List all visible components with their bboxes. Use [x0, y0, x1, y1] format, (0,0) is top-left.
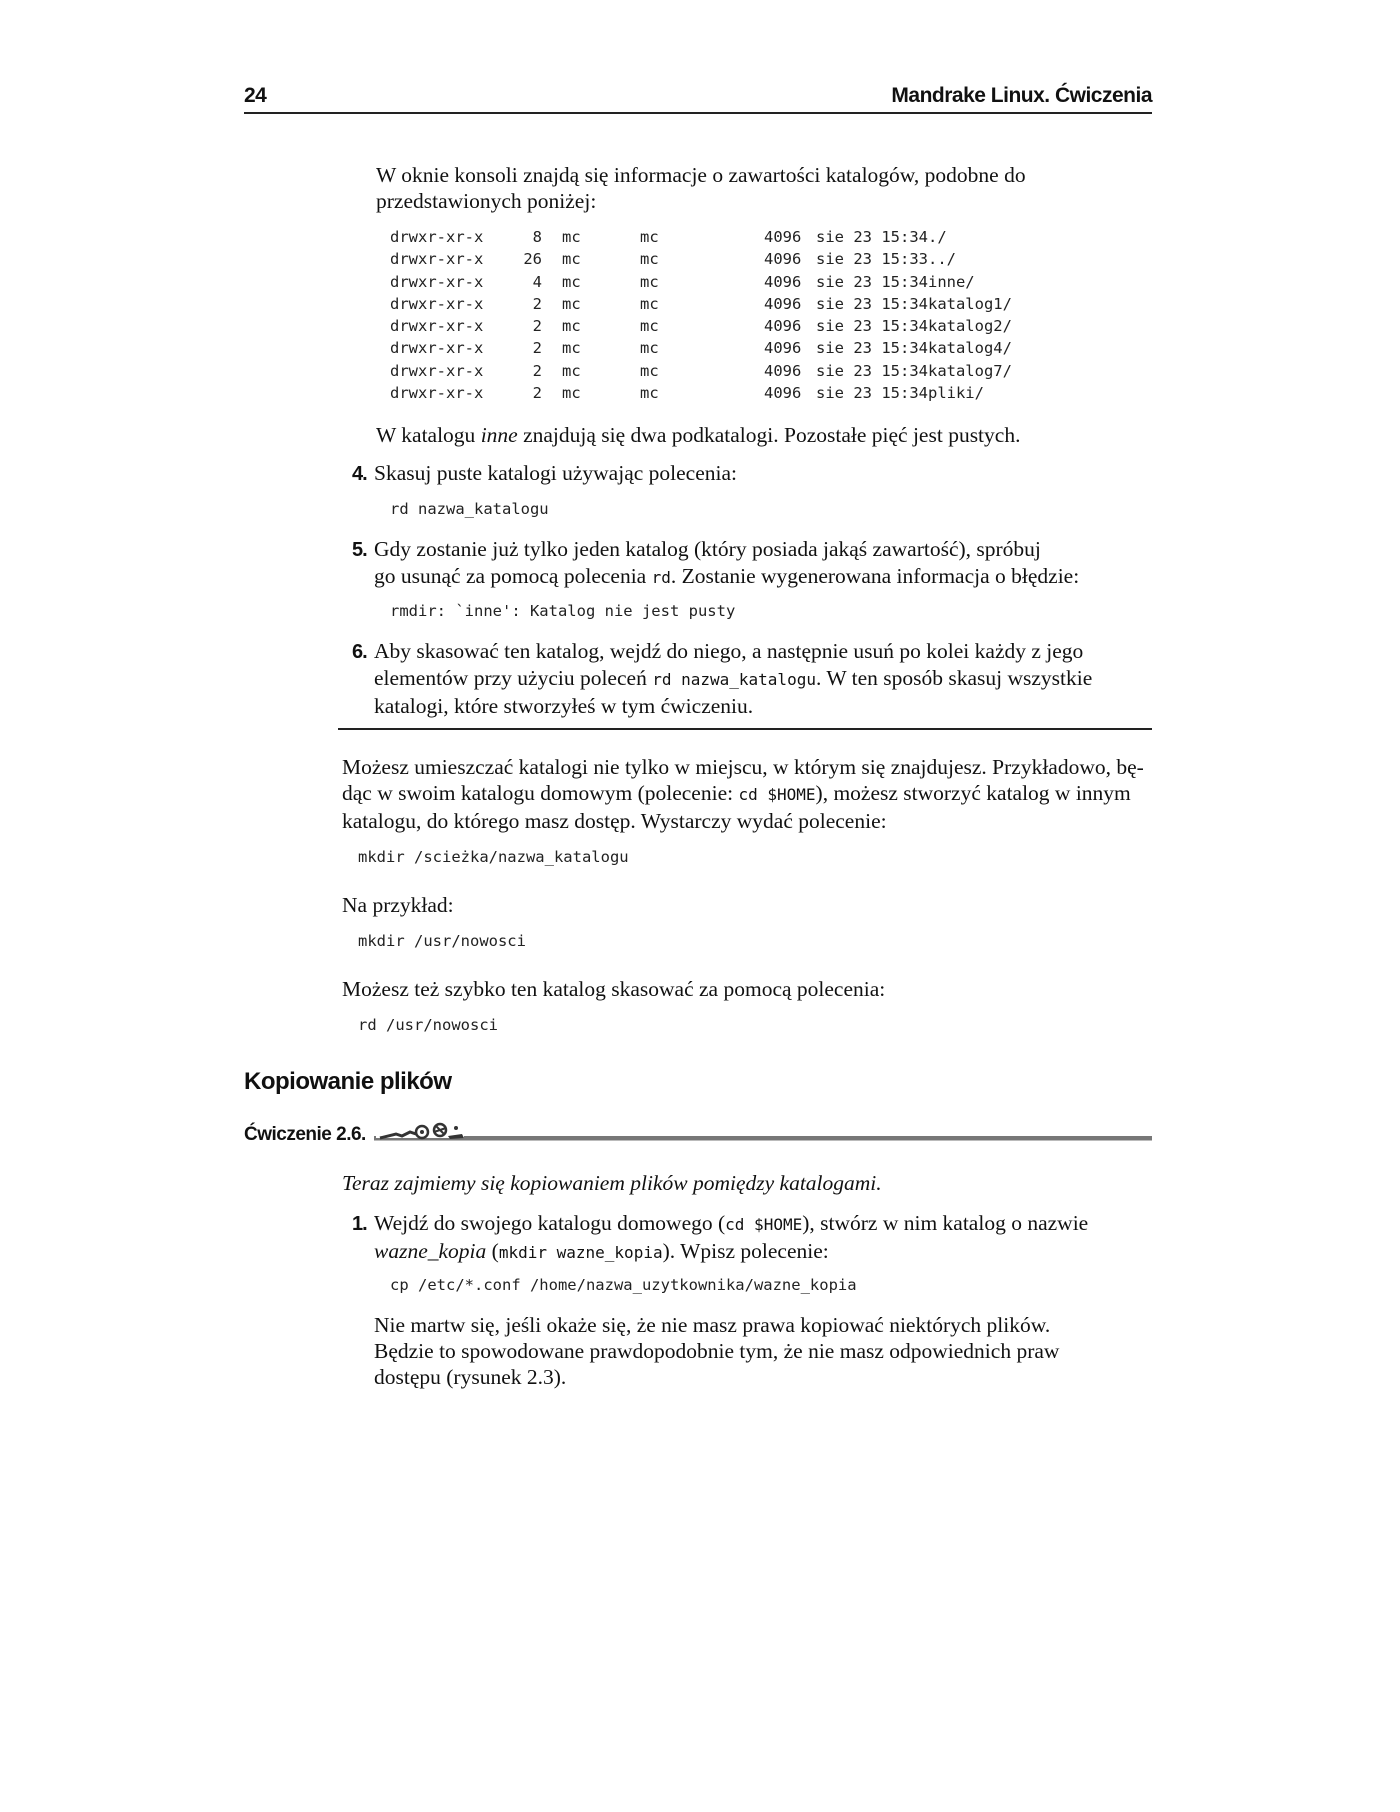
listing-owner: mc: [562, 294, 581, 313]
listing-links: 8: [532, 228, 542, 246]
tools-icon: [376, 1120, 466, 1144]
tip-code-example: mkdir /usr/nowosci: [358, 932, 526, 950]
listing-size: 4096: [764, 317, 802, 336]
listing-date: sie 23 15:34: [816, 228, 928, 246]
step-1: 1. Wejdź do swojego katalogu domowego (cd $HOME), stwórz w nim katalog o nazwie wazne_kopia (mkdir wazne_kopia). Wpisz polecenie:: [352, 1211, 1089, 1263]
listing-links: 2: [532, 317, 542, 336]
listing-date: sie 23 15:34: [816, 272, 928, 291]
divider-rule: [338, 728, 1152, 730]
listing-perm: drwxr-xr-x: [390, 294, 484, 313]
listing-perm: drwxr-xr-x: [390, 228, 484, 246]
listing-links: 2: [532, 339, 542, 358]
listing-perm: drwxr-xr-x: [390, 272, 484, 291]
listing-group: mc: [640, 250, 659, 269]
listing-size: 4096: [764, 384, 802, 403]
listing-size: 4096: [764, 339, 802, 358]
listing-owner: mc: [562, 317, 581, 336]
step-5: 5. Gdy zostanie już tylko jeden katalog (który posiada jakąś zawartość), spróbuj go usunąć za pomocą polecenia rd. Zostanie wygenerowana informacja o błędzie:: [352, 537, 1080, 588]
listing-links: 2: [532, 294, 542, 313]
listing-row: [390, 384, 1012, 406]
step-4: 4. Skasuj puste katalogi używając polecenia:: [352, 461, 737, 485]
page-header: [244, 84, 1152, 114]
listing-date: sie 23 15:34: [816, 339, 928, 358]
listing-size: 4096: [764, 272, 802, 291]
directory-listing: [390, 228, 1012, 406]
listing-size: 4096: [764, 361, 802, 380]
listing-name: ../: [927, 250, 956, 269]
listing-perm: drwxr-xr-x: [390, 339, 484, 358]
listing-group: mc: [640, 384, 659, 403]
listing-group: mc: [640, 361, 659, 380]
tip-paragraph: Możesz umieszczać katalogi nie tylko w miejscu, w którym się znajdujesz. Przykładowo, bę- dąc w swoim katalogu domowym (polecenie: cd $HOME), możesz stworzyć katalog w innym katalogu, do którego masz dostęp. Wystarczy wydać polecenie:: [342, 755, 1144, 833]
listing-name: inne/: [927, 272, 975, 291]
listing-size: 4096: [764, 250, 802, 269]
listing-date: sie 23 15:34: [816, 384, 928, 403]
listing-group: mc: [640, 272, 659, 291]
listing-links: 26: [523, 250, 542, 269]
book-title: Mandrake Linux. Ćwiczenia: [891, 84, 1152, 107]
listing-date: sie 23 15:33: [816, 250, 928, 269]
listing-row: [390, 317, 1012, 339]
listing-owner: mc: [562, 250, 581, 269]
listing-perm: drwxr-xr-x: [390, 361, 484, 380]
delete-paragraph: Możesz też szybko ten katalog skasować za pomocą polecenia:: [342, 977, 886, 1001]
listing-owner: mc: [562, 228, 581, 246]
listing-group: mc: [640, 228, 659, 246]
listing-size: 4096: [764, 294, 802, 313]
exercise-intro: Teraz zajmiemy się kopiowaniem plików pomiędzy katalogami.: [342, 1171, 882, 1195]
step-6: 6. Aby skasować ten katalog, wejdź do niego, a następnie usuń po kolei każdy z jego elementów przy użyciu poleceń rd nazwa_katalogu. W ten sposób skasuj wszystkie katalogi, które stworzyłeś w tym ćwiczeniu.: [352, 639, 1093, 718]
listing-links: 2: [532, 361, 542, 380]
listing-perm: drwxr-xr-x: [390, 250, 484, 269]
listing-group: mc: [640, 317, 659, 336]
listing-owner: mc: [562, 384, 581, 403]
step-1-code: cp /etc/*.conf /home/nazwa_uzytkownika/wazne_kopia: [390, 1276, 857, 1294]
listing-date: sie 23 15:34: [816, 317, 928, 336]
after-listing-paragraph: W katalogu inne znajdują się dwa podkatalogi. Pozostałe pięć jest pustych.: [376, 423, 1021, 447]
intro-paragraph: W oknie konsoli znajdą się informacje o zawartości katalogów, podobne do przedstawionych poniżej:: [376, 163, 1026, 213]
listing-group: mc: [640, 339, 659, 358]
page-number: 24: [244, 84, 267, 107]
listing-owner: mc: [562, 272, 581, 291]
step-1-note: Nie martw się, jeśli okaże się, że nie masz prawa kopiować niektórych plików. Będzie to spowodowane prawdopodobnie tym, że nie masz odpowiednich praw dostępu (rysunek 2.3).: [374, 1313, 1060, 1389]
listing-links: 2: [532, 384, 542, 403]
tip-code-rd: rd /usr/nowosci: [358, 1016, 498, 1034]
listing-name: ./: [927, 228, 947, 246]
listing-date: sie 23 15:34: [816, 361, 928, 380]
listing-row: [390, 228, 1012, 250]
listing-owner: mc: [562, 339, 581, 358]
listing-row: [390, 339, 1012, 361]
listing-perm: drwxr-xr-x: [390, 317, 484, 336]
listing-owner: mc: [562, 361, 581, 380]
listing-row: [390, 295, 1012, 317]
section-heading: Kopiowanie plików: [244, 1068, 452, 1095]
listing-perm: drwxr-xr-x: [390, 384, 484, 403]
step-5-code: rmdir: `inne': Katalog nie jest pusty: [390, 602, 736, 620]
exercise-label: Ćwiczenie 2.6.: [244, 1124, 366, 1145]
listing-group: mc: [640, 294, 659, 313]
listing-links: 4: [532, 272, 542, 291]
example-label: Na przykład:: [342, 893, 454, 917]
listing-row: [390, 362, 1012, 384]
listing-name: katalog7/: [927, 361, 1012, 380]
listing-date: sie 23 15:34: [816, 294, 928, 313]
exercise-heading: [244, 1124, 1152, 1148]
listing-row: [390, 250, 1012, 272]
listing-size: 4096: [764, 228, 802, 246]
step-4-code: rd nazwa_katalogu: [390, 500, 549, 518]
listing-name: katalog1/: [927, 294, 1012, 313]
listing-name: pliki/: [927, 384, 984, 403]
tip-code-mkdir: mkdir /scieżka/nazwa_katalogu: [358, 848, 629, 866]
listing-name: katalog2/: [927, 317, 1012, 336]
listing-row: [390, 273, 1012, 295]
listing-name: katalog4/: [927, 339, 1012, 358]
